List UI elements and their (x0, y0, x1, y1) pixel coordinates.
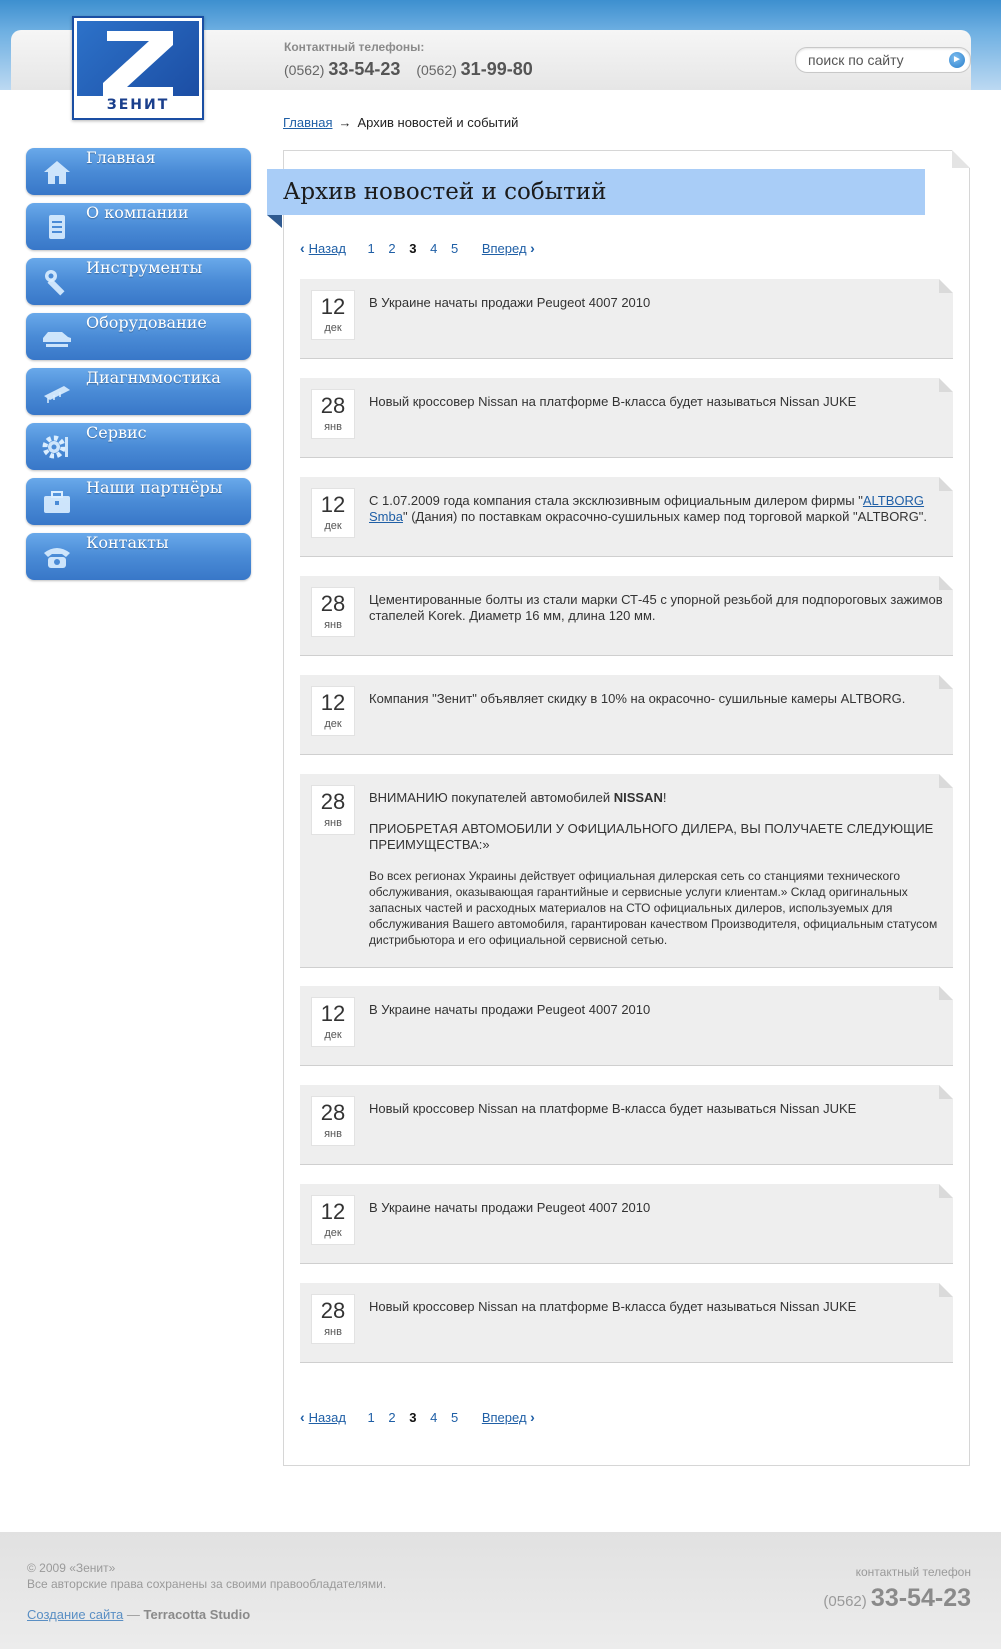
page-title-bar (267, 169, 925, 215)
news-day: 28 (320, 1298, 346, 1323)
pager-page-4[interactable]: 4 (430, 241, 438, 256)
news-date (311, 290, 355, 340)
sidebar-item-contacts[interactable] (26, 533, 251, 580)
breadcrumb-home-link[interactable]: Главная (283, 115, 333, 130)
news-text: В Украине начаты продажи Peugeot 4007 2010 (369, 1002, 651, 1017)
logo[interactable] (72, 16, 204, 120)
news-text (369, 790, 947, 963)
sidebar-item-label: Наши партнёры (86, 478, 223, 497)
news-paragraph: Во всех регионах Украины действует официальная дилерская сеть со станциями технического обслуживания, оказывающая гарантийные и сервисные услуги клиентам.» Склад оригинальных запасных частей и расходных материалов на СТО официальных дилеров, используемых для обслуживания Вашего автомобиля, гарантирован качеством Производителя, официальным статусом дистрибьютора и его официальной сервисной сетью. (369, 869, 938, 947)
sidebar-item-service[interactable] (26, 423, 251, 470)
news-date (311, 785, 355, 835)
news-text: В Украине начаты продажи Peugeot 4007 2010 (369, 1200, 651, 1215)
page-fold-corner (952, 150, 970, 168)
breadcrumb-current: Архив новостей и событий (357, 115, 519, 130)
phone-list (284, 59, 545, 80)
fold-corner (939, 675, 953, 689)
news-text (369, 493, 947, 525)
news-text-part: С 1.07.2009 года компания стала эксклюзивным официальным дилером фирмы " (369, 493, 863, 508)
news-text: Новый кроссовер Nissan на платформе B-класса будет называться Nissan JUKE (369, 1299, 857, 1314)
fold-corner (939, 1184, 953, 1198)
phone-code: (0562) (416, 62, 457, 78)
news-day: 28 (320, 591, 346, 616)
news-day: 12 (320, 1001, 346, 1026)
chip-icon (42, 378, 72, 406)
sidebar-nav (26, 148, 251, 588)
news-month: янв (324, 1128, 342, 1140)
sidebar-item-diagnostics[interactable] (26, 368, 251, 415)
title-ribbon-tail (267, 215, 282, 228)
sidebar-item-partners[interactable] (26, 478, 251, 525)
pagination-bottom (300, 1409, 535, 1425)
phone-icon (42, 543, 72, 571)
news-month: янв (324, 1326, 342, 1338)
footer-credits (27, 1607, 250, 1622)
sidebar-item-about[interactable] (26, 203, 251, 250)
news-item (300, 1184, 953, 1264)
news-month: дек (324, 718, 342, 730)
fold-corner (939, 774, 953, 788)
phone-number: 33-54-23 (328, 59, 401, 79)
chevron-left-icon[interactable]: ‹ (300, 1409, 305, 1425)
news-day: 12 (320, 1199, 346, 1224)
news-date (311, 488, 355, 538)
document-icon (42, 213, 72, 241)
altborg-link[interactable]: ALTBORG Smba (369, 493, 925, 524)
news-day: 28 (320, 1100, 346, 1125)
news-date (311, 1195, 355, 1245)
pager-next-link[interactable]: Вперед (481, 241, 527, 256)
news-text-part: ВНИМАНИЮ покупателей автомобилей (369, 790, 614, 805)
contact-label: Контактный телефоны: (284, 40, 425, 54)
news-day: 28 (320, 789, 346, 814)
news-text: Цементированные болты из стали марки СТ-45 с упорной резьбой для подпороговых зажимов стапелей Korek. Диаметр 16 мм, длина 120 мм. (369, 592, 943, 623)
news-day: 12 (320, 492, 346, 517)
news-day: 28 (320, 393, 346, 418)
news-date (311, 587, 355, 637)
sidebar-item-label: Контакты (86, 533, 169, 552)
sidebar-item-label: Сервис (86, 423, 147, 442)
chevron-right-icon[interactable]: › (530, 240, 535, 256)
news-month: дек (324, 1227, 342, 1239)
sidebar-item-tools[interactable] (26, 258, 251, 305)
news-item (300, 477, 953, 557)
news-item (300, 378, 953, 458)
logo-text: ЗЕНИТ (77, 96, 199, 115)
news-item (300, 576, 953, 656)
pager-page-4[interactable]: 4 (430, 1410, 438, 1425)
fold-corner (939, 1283, 953, 1297)
news-text: Компания "Зенит" объявляет скидку в 10% на окрасочно- сушильные камеры ALTBORG. (369, 691, 906, 706)
briefcase-icon (42, 488, 72, 516)
sidebar-item-equipment[interactable] (26, 313, 251, 360)
news-text: В Украине начаты продажи Peugeot 4007 2010 (369, 295, 651, 310)
footer-contact-label: контактный телефон (855, 1565, 971, 1579)
rights-text: Все авторские права сохранены за своими правообладателями. (27, 1577, 387, 1591)
breadcrumb-arrow-icon: → (338, 115, 352, 130)
sidebar-item-label: Главная (86, 148, 156, 167)
footer-phone-number: 33-54-23 (870, 1584, 971, 1612)
news-text: Новый кроссовер Nissan на платформе B-класса будет называться Nissan JUKE (369, 1101, 857, 1116)
news-month: дек (324, 322, 342, 334)
pager-page-current: 3 (409, 241, 417, 256)
search-go-icon[interactable]: ► (949, 52, 965, 68)
news-date (311, 686, 355, 736)
fold-corner (939, 378, 953, 392)
news-item (300, 675, 953, 755)
news-date (311, 1096, 355, 1146)
phone-1 (284, 59, 401, 79)
news-text-part: " (Дания) по поставкам окрасочно-сушильных камер под торговой маркой "ALTBORG". (402, 509, 928, 524)
page-title: Архив новостей и событий (283, 179, 607, 205)
fold-corner (939, 279, 953, 293)
pager-prev-link[interactable]: Назад (308, 1410, 346, 1425)
news-date (311, 389, 355, 439)
fold-corner (939, 576, 953, 590)
footer-phone (823, 1584, 971, 1613)
fold-corner (939, 986, 953, 1000)
news-date (311, 1294, 355, 1344)
news-month: янв (324, 817, 342, 829)
search-box (795, 47, 971, 73)
pagination-top (300, 240, 535, 256)
phone-code: (0562) (284, 62, 325, 78)
news-paragraph: ПРИОБРЕТАЯ АВТОМОБИЛИ У ОФИЦИАЛЬНОГО ДИЛЕРА, ВЫ ПОЛУЧАЕТЕ СЛЕДУЮЩИЕ ПРЕИМУЩЕСТВА:» (369, 821, 934, 852)
news-day: 12 (320, 294, 346, 319)
car-lift-icon (42, 323, 72, 351)
news-item (300, 279, 953, 359)
studio-name: Terracotta Studio (143, 1607, 251, 1622)
news-month: янв (324, 619, 342, 631)
header-contacts (284, 40, 545, 80)
news-month: дек (324, 520, 342, 532)
chevron-right-icon[interactable]: › (530, 1409, 535, 1425)
chevron-left-icon[interactable]: ‹ (300, 240, 305, 256)
copyright-text: © 2009 «Зенит» (27, 1561, 116, 1575)
pager-page-current: 3 (409, 1410, 417, 1425)
news-item (300, 1283, 953, 1363)
pager-page-5[interactable]: 5 (450, 241, 459, 256)
pager-page-1[interactable]: 1 (367, 241, 375, 256)
pager-page-5[interactable]: 5 (450, 1410, 459, 1425)
fold-corner (939, 1085, 953, 1099)
news-text: Новый кроссовер Nissan на платформе B-класса будет называться Nissan JUKE (369, 394, 857, 409)
site-creation-link[interactable]: Создание сайта (27, 1607, 124, 1622)
sidebar-item-label: Инструменты (86, 258, 203, 277)
wrench-icon (42, 268, 72, 296)
footer (0, 1532, 1001, 1649)
news-item (300, 774, 953, 968)
news-item (300, 1085, 953, 1165)
news-date (311, 997, 355, 1047)
search-input[interactable] (808, 51, 938, 68)
sidebar-item-label: О компании (86, 203, 189, 222)
phone-number: 31-99-80 (460, 59, 533, 79)
sidebar-item-label: Оборудование (86, 313, 207, 332)
credits-dash: — (123, 1607, 144, 1622)
news-month: янв (324, 421, 342, 433)
news-text-bold: NISSAN (613, 790, 663, 805)
sidebar-item-home[interactable] (26, 148, 251, 195)
footer-copyright (27, 1560, 386, 1592)
breadcrumb (283, 115, 518, 130)
gear-icon (42, 433, 72, 461)
footer-phone-code: (0562) (823, 1593, 867, 1610)
pager-page-2[interactable]: 2 (388, 1410, 396, 1425)
pager-prev-link[interactable]: Назад (308, 241, 346, 256)
news-paragraph (369, 790, 947, 806)
news-day: 12 (320, 690, 346, 715)
pager-page-2[interactable]: 2 (388, 241, 396, 256)
pager-page-1[interactable]: 1 (367, 1410, 375, 1425)
phone-2 (416, 59, 533, 79)
news-month: дек (324, 1029, 342, 1041)
news-text-part: ! (662, 790, 667, 805)
sidebar-item-label: Диагнммостика (86, 368, 221, 387)
pager-next-link[interactable]: Вперед (481, 1410, 527, 1425)
news-item (300, 986, 953, 1066)
fold-corner (939, 477, 953, 491)
home-icon (42, 158, 72, 186)
